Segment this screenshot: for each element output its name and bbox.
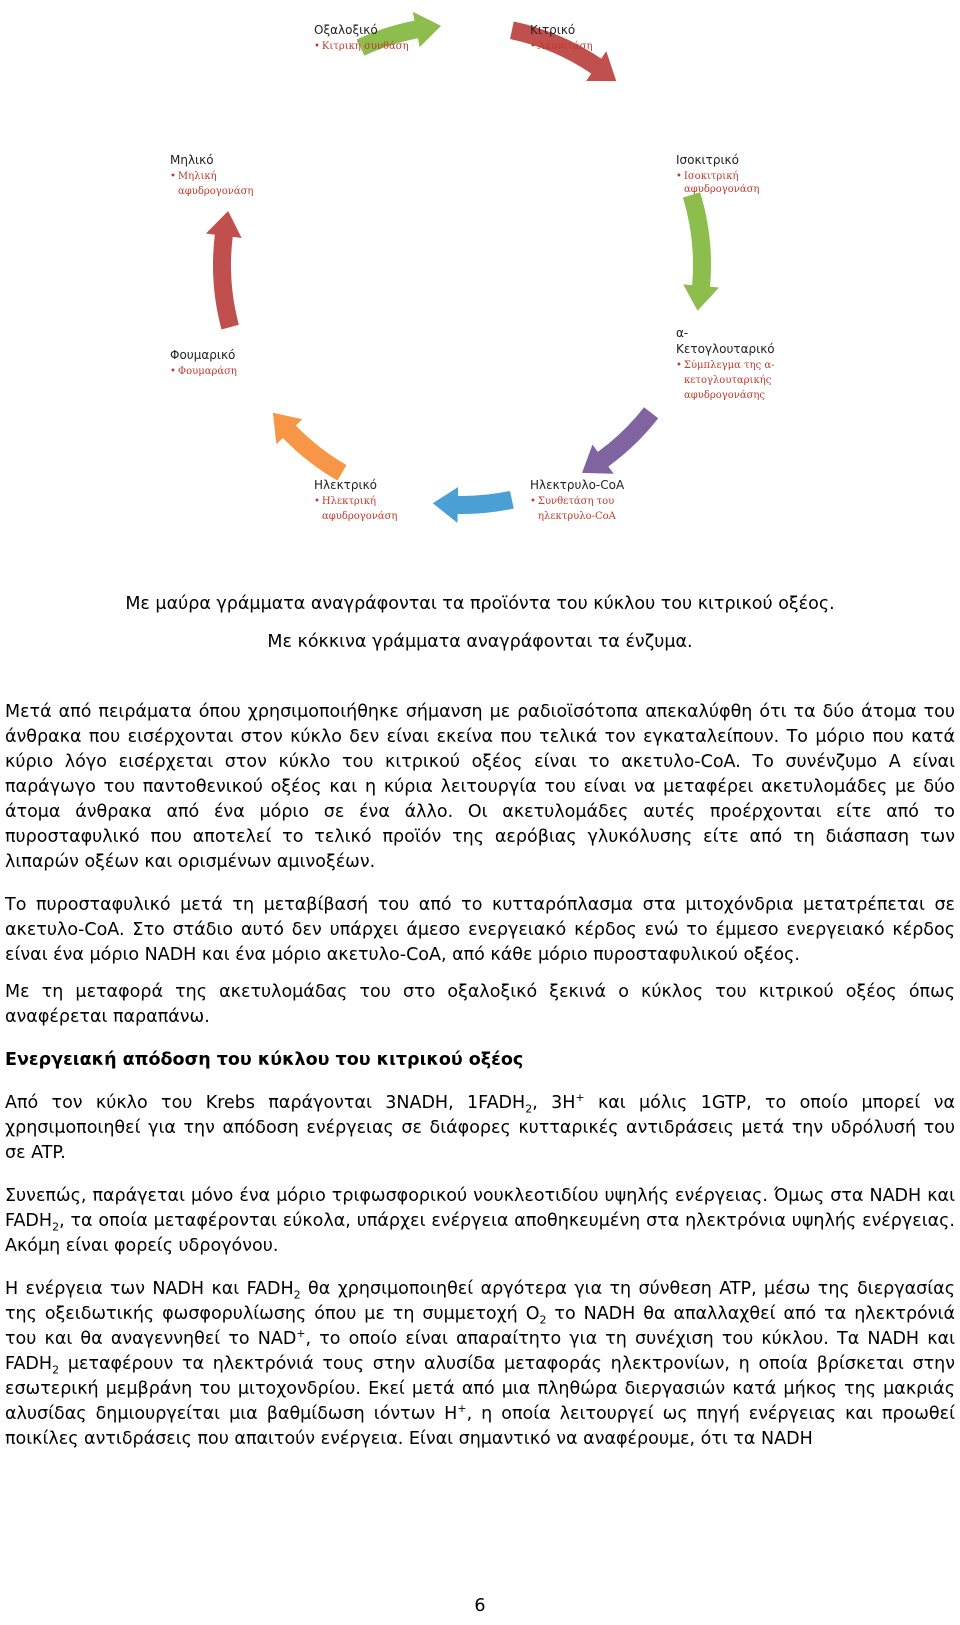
- node-name: α-: [676, 326, 689, 340]
- node-enzyme: • Ισοκιτρική αφυδρογονάση: [676, 170, 786, 196]
- node-enzyme: • Μηλική: [170, 170, 280, 183]
- cycle-arrows: [0, 0, 960, 540]
- citric-acid-cycle-diagram: [0, 0, 960, 540]
- node-enzyme-line3: αφυδρογονάσης: [684, 390, 766, 401]
- node-enzyme: • Φουμαράση: [170, 365, 280, 378]
- node-isocitrate: [676, 152, 786, 196]
- text-run: , η οποία λειτουργεί ως πηγή ενέργειας και προωθεί ποικίλες αντιδράσεις που απαιτούν ενέργεια. Είναι σημαντικό να αναφέρουμε, ότι τα NADH: [5, 1404, 955, 1449]
- page-number: 6: [474, 1596, 486, 1616]
- text-run: το NADH θα απαλλαχθεί από τα ηλεκτρόνιά του και θα αναγεννηθεί το NAD: [5, 1304, 955, 1349]
- arrow-fumarate-to-malate: [206, 211, 242, 329]
- node-enzyme-line2: κετογλουταρικής: [684, 375, 772, 386]
- arrow-isocitrate-to-ketoglutarate: [683, 192, 719, 311]
- node-name: Φουμαρικό: [170, 348, 236, 362]
- text-run: μεταφέρουν τα ηλεκτρόνιά τους στην αλυσίδα μεταφοράς ηλεκτρονίων, η οποία βρίσκεται στην εσωτερική μεμβράνη του μιτοχονδρίου. Εκεί μετά από μια πληθώρα διεργασιών κατά μήκος της μακριάς αλυσίδας δημιουργείται μια βαθμίδωση ιόντων H: [5, 1354, 955, 1424]
- node-fumarate: [170, 347, 280, 378]
- node-name: Ηλεκτρικό: [314, 478, 377, 492]
- node-name: Οξαλοξικό: [314, 23, 378, 37]
- node-enzyme: • Ακονιτάση: [530, 40, 593, 53]
- text-run: Από τον κύκλο του Krebs παράγονται 3NADH, 1FADH: [5, 1093, 526, 1113]
- section-heading: Ενεργειακή απόδοση του κύκλου του κιτρικού οξέος: [5, 1050, 524, 1070]
- node-succinyl-coa: [530, 477, 650, 523]
- text-run: και μόλις 1GTP, το οποίο μπορεί να χρησιμοποιηθεί για την απόδοση ενέργειας σε διάφορες κυτταρικές αντιδράσεις μετά την υδρόλυσή του σε ATP.: [5, 1093, 955, 1163]
- node-malate: [170, 152, 280, 198]
- paragraph: Με τη μεταφορά της ακετυλομάδας του στο οξαλοξικό ξεκινά ο κύκλος του κιτρικού οξέος όπως αναφέρεται παραπάνω.: [5, 982, 955, 1027]
- legend-enzymes-caption: Με κόκκινα γράμματα αναγράφονται τα ένζυμα.: [267, 632, 693, 652]
- text-run: , 3H: [532, 1093, 576, 1113]
- text-run: θα χρησιμοποιηθεί αργότερα για τη σύνθεση ATP, μέσω της διεργασίας της οξειδωτικής φωσφορυλίωσης όπου με τη συμμετοχή O: [5, 1279, 955, 1324]
- body-text: [5, 700, 955, 1470]
- node-enzyme: • Σύμπλεγμα της α-: [676, 359, 786, 372]
- paragraph: Το πυροσταφυλικό μετά τη μεταβίβασή του από το κυτταρόπλασμα στα μιτοχόνδρια μετατρέπεται σε ακετυλο-CoA. Στο στάδιο αυτό δεν υπάρχει άμεσο ενεργειακό κέρδος ενώ το έμμεσο ενεργειακό κέρδος είναι ένα μόριο NADH και ένα μόριο ακετυλο-CoA, από κάθε μόριο πυροσταφυλικού οξέος.: [5, 895, 955, 965]
- node-succinate: [314, 477, 434, 523]
- legend-products-caption: Με μαύρα γράμματα αναγράφονται τα προϊόντα του κύκλου του κιτρικού οξέος.: [125, 594, 835, 614]
- subscript: 2: [525, 1102, 533, 1116]
- node-alpha-ketoglutarate: [676, 325, 786, 402]
- node-enzyme-line2: ηλεκτρυλο-CoA: [538, 511, 616, 522]
- text-run: Συνεπώς, παράγεται μόνο ένα μόριο τριφωσφορικού νουκλεοτιδίου υψηλής ενέργειας. Όμως στα NADH και FADH: [5, 1186, 955, 1231]
- paragraph: [5, 1091, 955, 1166]
- node-citrate: [530, 22, 593, 53]
- subscript: 2: [52, 1220, 60, 1234]
- node-name: Κιτρικό: [530, 23, 576, 37]
- superscript: +: [575, 1091, 585, 1105]
- paragraph: Μετά από πειράματα όπου χρησιμοποιήθηκε σήμανση με ραδιοϊσότοπα απεκαλύφθη ότι τα δύο άτομα του άνθρακα που εισέρχονται στον κύκλο δεν είναι εκείνα που τελικά τον εγκαταλείπουν. Το μόριο που κατά κύριο λόγο εισέρχεται στον κύκλο του κιτρικού οξέος είναι το ακετυλο-CoA. Το συνένζυμο Α είναι παράγωγο του παντοθενικού οξέος και η κύρια λειτουργία του είναι να μεταφέρει ακετυλομάδες με δύο άτομα άνθρακα από ένα μόριο σε ένα άλλο. Οι ακετυλομάδες αυτές προέρχονται είτε από το πυροσταφυλικό που αποτελεί το τελικό προϊόν της αερόβιας γλυκόλυσης είτε από τη διάσπαση των λιπαρών οξέων και ορισμένων αμινοξέων.: [5, 702, 955, 872]
- node-oxaloacetate: [314, 22, 409, 53]
- node-name: Ηλεκτρυλο-CoA: [530, 478, 625, 492]
- text-run: , τα οποία μεταφέρονται εύκολα, υπάρχει ενέργεια αποθηκευμένη στα ηλεκτρόνια υψηλής ενέργειας. Ακόμη είναι φορείς υδρογόνου.: [5, 1211, 955, 1256]
- subscript: 2: [52, 1363, 60, 1377]
- node-name: Ισοκιτρικό: [676, 153, 739, 167]
- arrow-ketoglutarate-to-succinylcoa: [582, 407, 658, 474]
- arrow-succinylcoa-to-succinate: [433, 487, 514, 523]
- arrow-succinate-to-fumarate: [273, 413, 347, 481]
- node-name-line2: Κετογλουταρικό: [676, 342, 775, 356]
- text-run: Η ενέργεια των NADH και FADH: [5, 1279, 294, 1299]
- superscript: +: [457, 1402, 467, 1416]
- node-enzyme-line2: αφυδρογονάση: [322, 511, 398, 522]
- node-name: Μηλικό: [170, 153, 214, 167]
- subscript: 2: [539, 1313, 547, 1327]
- diagram-legend: [0, 585, 960, 661]
- subscript: 2: [293, 1288, 301, 1302]
- node-enzyme: • Ηλεκτρική: [314, 495, 434, 508]
- text-run: , το οποίο είναι απαραίτητο για τη συνέχιση του κύκλου. Τα NADH και FADH: [5, 1329, 955, 1374]
- node-enzyme: • Συνθετάση του: [530, 495, 650, 508]
- paragraph: [5, 1184, 955, 1259]
- superscript: +: [296, 1327, 306, 1341]
- node-enzyme: • Κιτρική συνθάση: [314, 40, 409, 53]
- paragraph: [5, 1277, 955, 1452]
- node-enzyme-line2: αφυδρογονάση: [178, 186, 254, 197]
